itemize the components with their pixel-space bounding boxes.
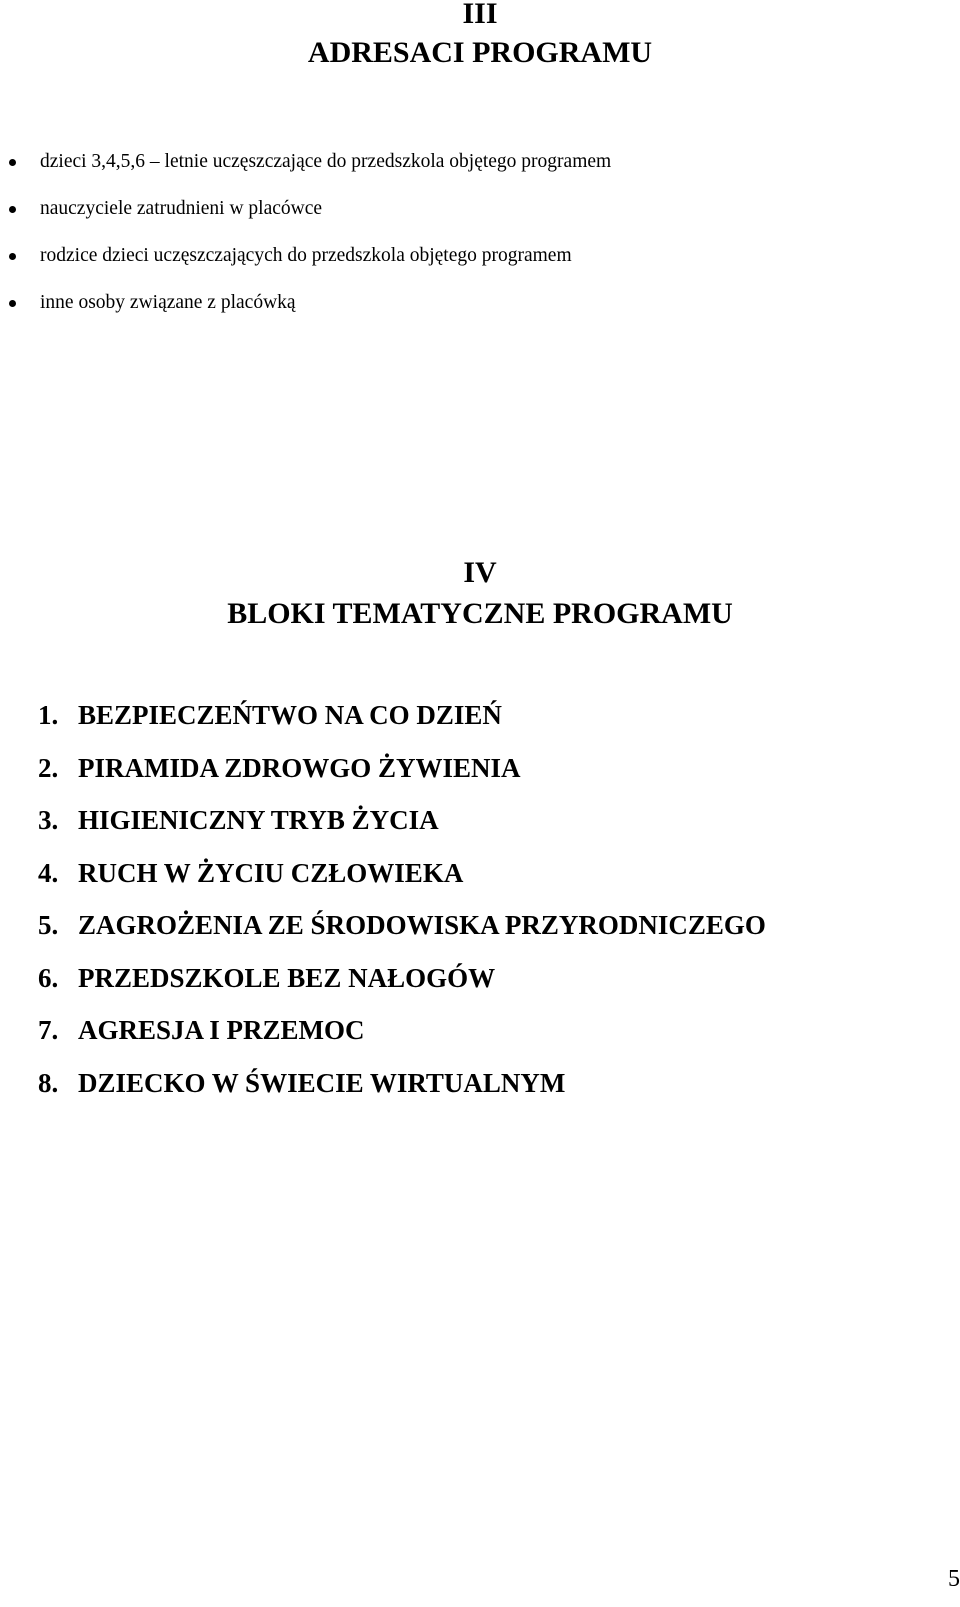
topic-text: DZIECKO W ŚWIECIE WIRTUALNYM [78,1067,566,1098]
topic-number: 7. [38,1015,59,1045]
topic-text: PRZEDSZKOLE BEZ NAŁOGÓW [78,962,496,993]
topic-item [0,1065,940,1118]
recipients-list [0,147,940,335]
topic-text: PIRAMIDA ZDROWGO ŻYWIENIA [78,752,521,783]
bullet-icon [9,253,16,260]
topic-item [0,960,940,1013]
topic-text: AGRESJA I PRZEMOC [78,1015,365,1045]
topic-item [0,907,940,960]
topics-list [0,697,940,1117]
page-number: 5 [948,1566,960,1592]
section-3-title: ADRESACI PROGRAMU [307,36,653,69]
section-3-number: III [462,0,498,30]
list-item-text: inne osoby związane z placówką [40,292,296,313]
bullet-icon [9,300,16,307]
list-item-text: nauczyciele zatrudnieni w placówce [40,198,323,219]
topic-text: HIGIENICZNY TRYB ŻYCIA [78,805,439,835]
topic-number: 5. [38,910,59,940]
topic-item [0,750,940,803]
list-item [0,147,940,194]
list-item [0,241,940,288]
topic-item [0,802,940,855]
list-item [0,194,940,241]
topic-number: 2. [38,752,59,783]
topic-number: 6. [38,962,59,993]
topic-item [0,1012,940,1065]
topic-number: 4. [38,857,59,888]
topic-text: BEZPIECZEŃTWO NA CO DZIEŃ [78,700,502,730]
section-4-number: IV [463,556,497,589]
topic-text: ZAGROŻENIA ZE ŚRODOWISKA PRZYRODNICZEGO [78,910,766,940]
topic-number: 3. [38,805,59,835]
list-item-text: dzieci 3,4,5,6 – letnie uczęszczające do przedszkola objętego programem [40,151,612,172]
section-4-title: BLOKI TEMATYCZNE PROGRAMU [227,597,733,630]
topic-item [0,697,940,750]
topic-text: RUCH W ŻYCIU CZŁOWIEKA [78,857,464,888]
topic-number: 8. [38,1067,59,1098]
list-item [0,288,940,335]
bullet-icon [9,159,16,166]
bullet-icon [9,206,16,213]
list-item-text: rodzice dzieci uczęszczających do przedszkola objętego programem [40,245,572,266]
topic-item [0,855,940,908]
topic-number: 1. [38,700,59,730]
